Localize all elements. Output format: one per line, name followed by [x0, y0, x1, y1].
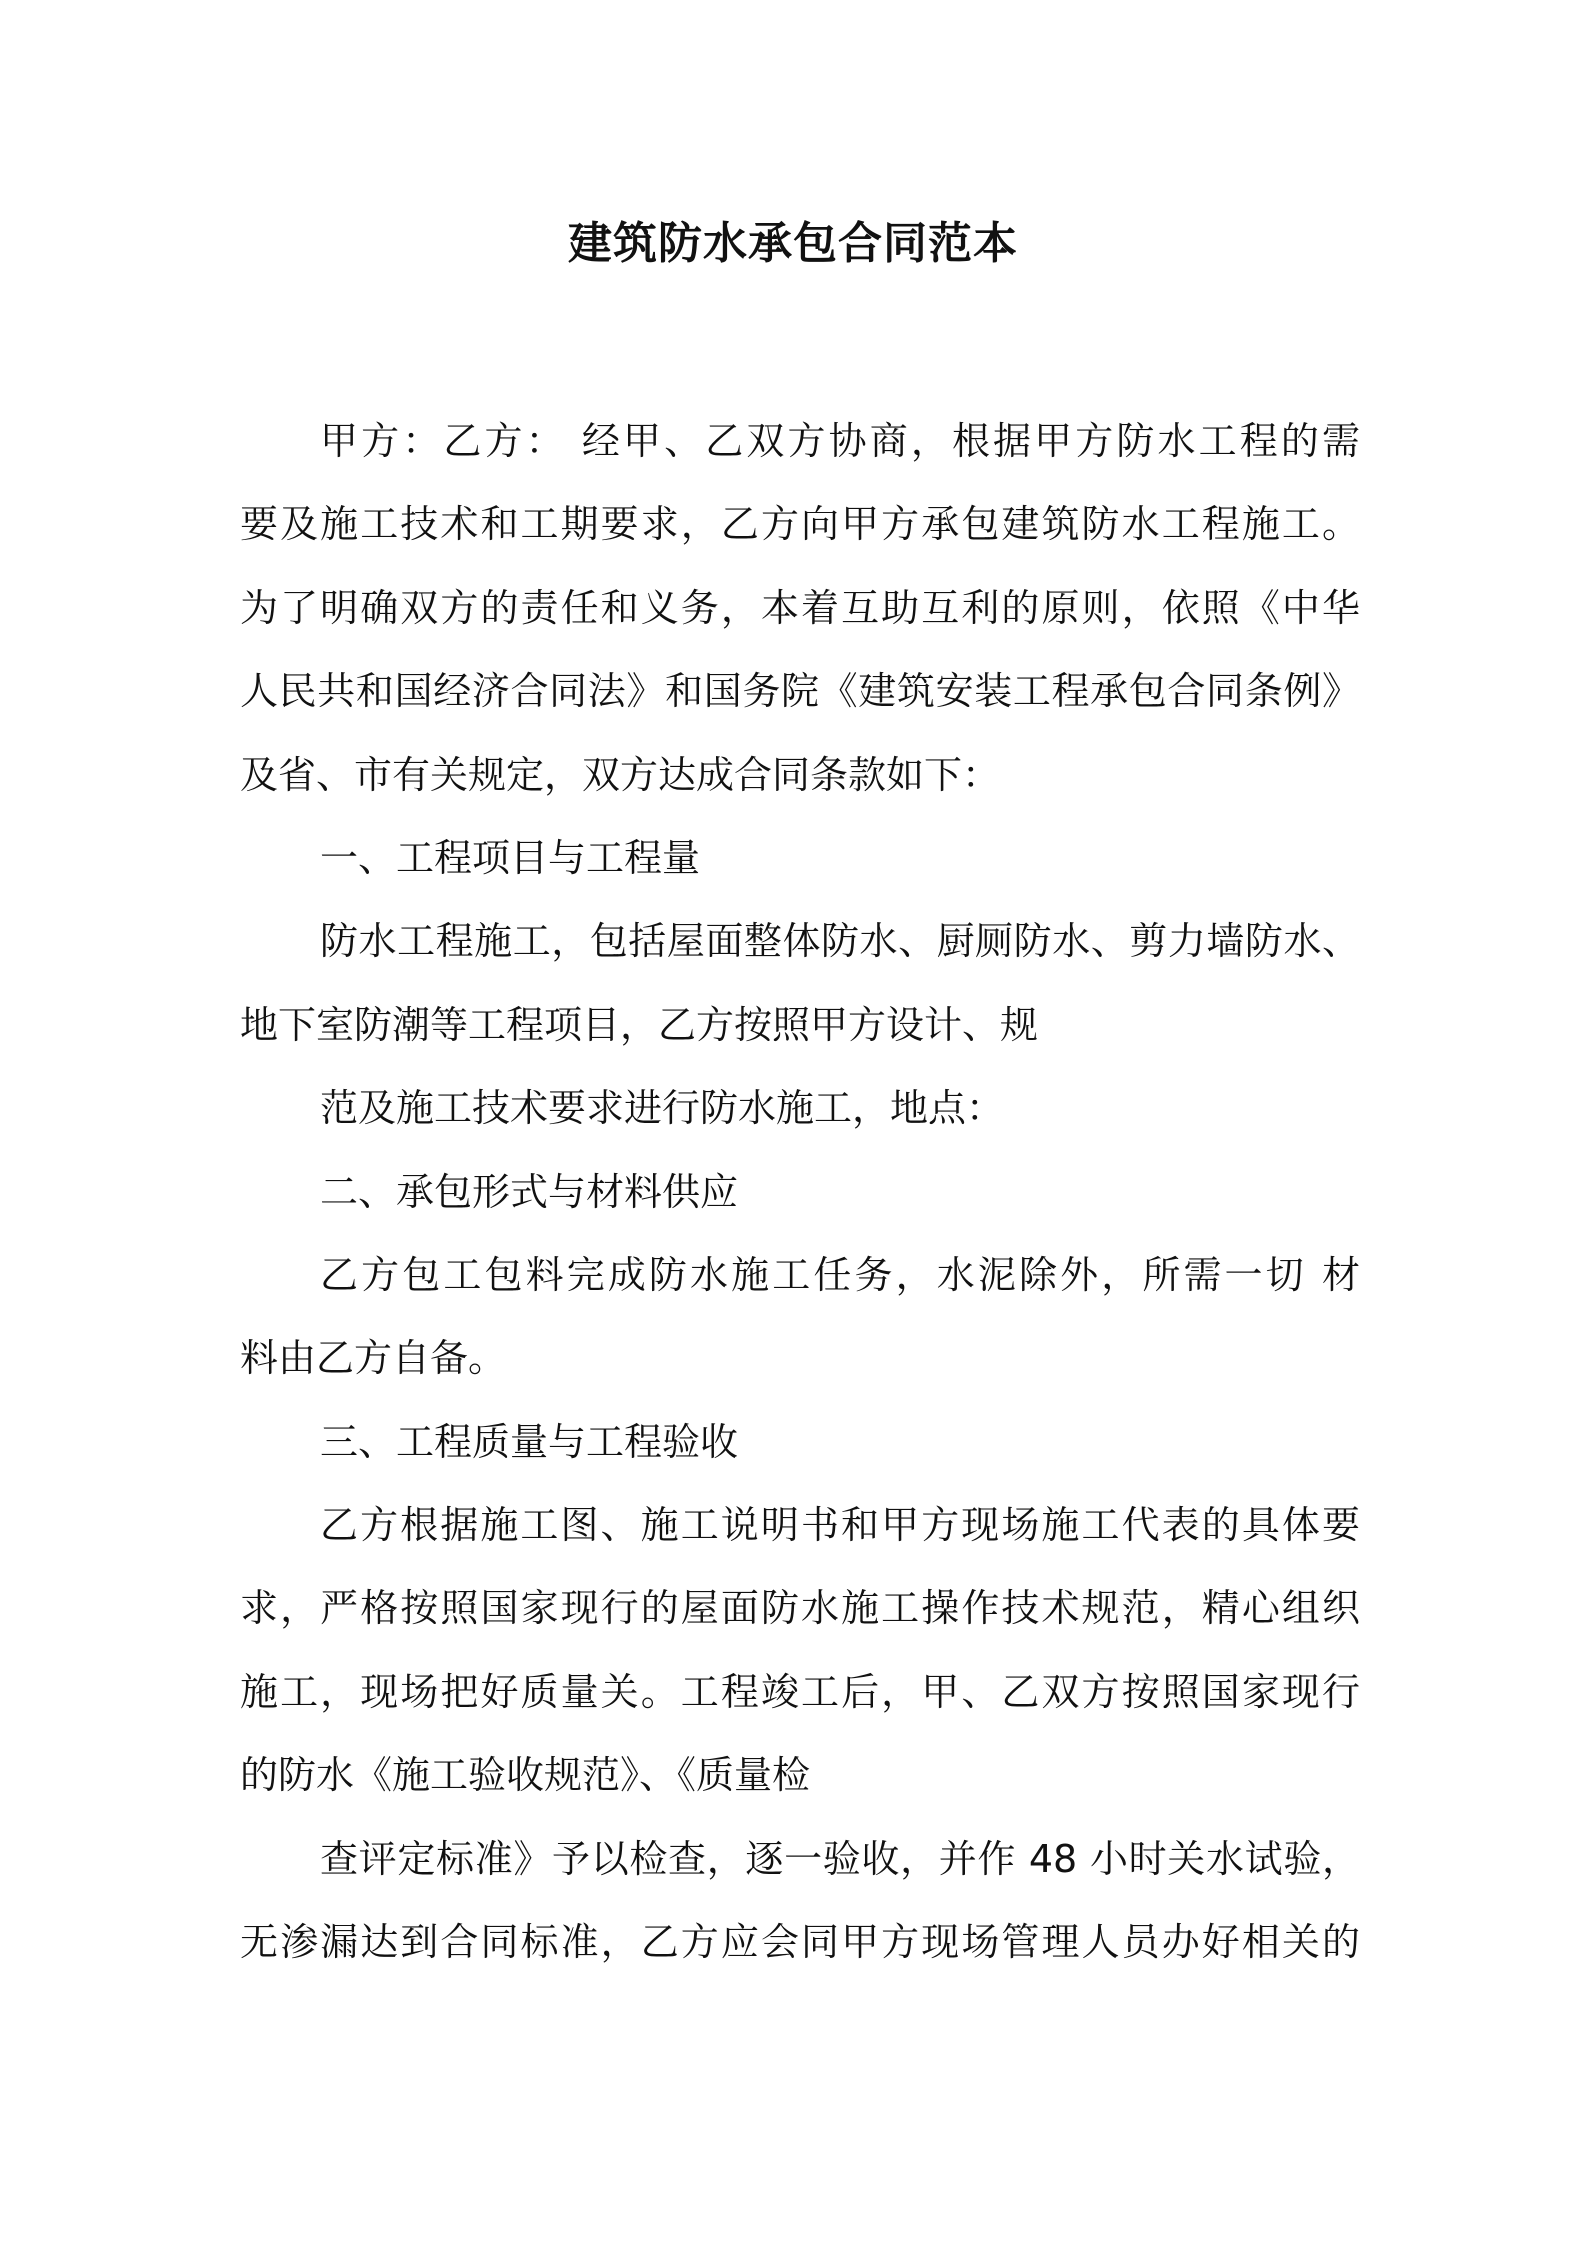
- body-text-line: 的防水《施工验收规范》、《质量检: [240, 1753, 811, 1798]
- body-text-line: 施工，现场把好质量关。工程竣工后，甲、乙双方按照国家现行: [240, 1669, 1360, 1714]
- document-body: [240, 400, 1360, 1984]
- body-text-line: 查评定标准》予以检查，逐一验收，并作 48 小时关水试验，: [320, 1836, 1360, 1881]
- body-text-line: 料由乙方自备。: [240, 1336, 507, 1381]
- body-text-line: 甲方：乙方： 经甲、乙双方协商，根据甲方防水工程的需: [320, 419, 1360, 463]
- body-text-line: 无渗漏达到合同标准，乙方应会同甲方现场管理人员办好相关的: [240, 1920, 1360, 1965]
- body-text-line: 二、承包形式与材料供应: [320, 1169, 739, 1214]
- body-text-line: 及省、市有关规定，双方达成合同条款如下：: [240, 752, 1001, 797]
- body-text-line: 防水工程施工，包括屋面整体防水、厨厕防水、剪力墙防水、: [320, 919, 1360, 964]
- body-text-line: 地下室防潮等工程项目，乙方按照甲方设计、规: [240, 1002, 1039, 1047]
- body-text-line: 乙方根据施工图、施工说明书和甲方现场施工代表的具体要: [320, 1503, 1360, 1548]
- body-text-line: 一、工程项目与工程量: [320, 835, 701, 880]
- body-text-line: 三、工程质量与工程验收: [320, 1419, 739, 1464]
- body-text-line: 求，严格按照国家现行的屋面防水施工操作技术规范，精心组织: [240, 1586, 1360, 1631]
- body-text-line: 人民共和国经济合同法》和国务院《建筑安装工程承包合同条例》: [240, 669, 1360, 714]
- body-text-line: 范及施工技术要求进行防水施工，地点：: [320, 1086, 1005, 1131]
- body-text-line: 为了明确双方的责任和义务，本着互助互利的原则，依照《中华: [240, 585, 1360, 630]
- document-title: 建筑防水承包合同范本: [568, 218, 1018, 269]
- body-text-line: 要及施工技术和工期要求，乙方向甲方承包建筑防水工程施工。: [240, 502, 1360, 547]
- body-text-line: 乙方包工包料完成防水施工任务，水泥除外，所需一切 材: [320, 1252, 1360, 1297]
